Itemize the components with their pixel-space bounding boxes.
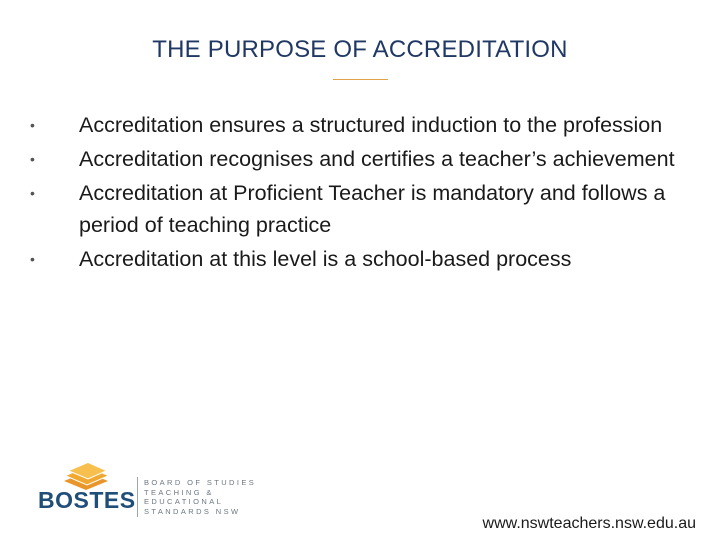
- bullet-item: [30, 243, 680, 275]
- bullet-text: Accreditation at Proficient Teacher is mandatory and follows a period of teaching practice: [79, 181, 666, 237]
- logo-divider: [137, 477, 138, 517]
- bullet-marker: •: [30, 151, 35, 167]
- bostes-logo: [38, 461, 258, 521]
- bullet-item: [30, 109, 680, 141]
- bullet-marker: •: [30, 117, 35, 133]
- bullet-marker: •: [30, 185, 35, 201]
- bullet-list: [30, 109, 680, 277]
- logo-wordmark: BOSTES: [38, 487, 136, 513]
- bullet-text: Accreditation at this level is a school-based process: [79, 247, 572, 271]
- logo-subtext: BOARD OF STUDIES TEACHING & EDUCATIONAL STANDARDS NSW: [144, 478, 257, 516]
- title-underline: [333, 79, 388, 80]
- bullet-item: [30, 143, 680, 175]
- bullet-text: Accreditation recognises and certifies a teacher’s achievement: [79, 147, 675, 171]
- website-url: www.nswteachers.nsw.edu.au: [482, 515, 696, 532]
- bullet-text: Accreditation ensures a structured induction to the profession: [79, 113, 663, 137]
- bullet-item: [30, 177, 680, 241]
- slide-title: THE PURPOSE OF ACCREDITATION: [152, 36, 568, 63]
- bullet-marker: •: [30, 251, 35, 267]
